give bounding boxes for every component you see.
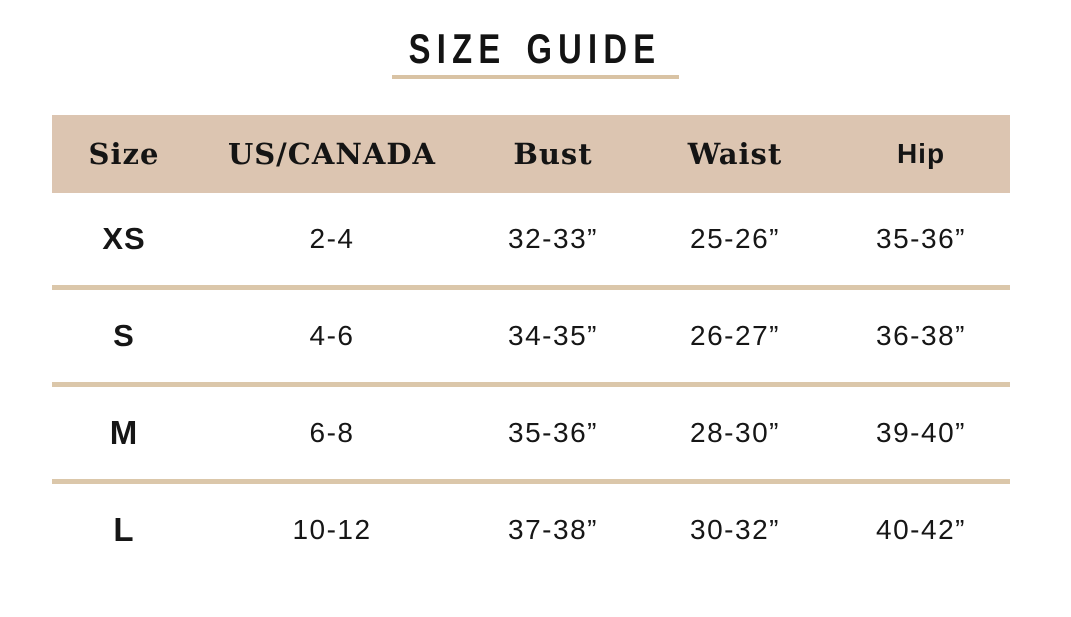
column-header-size: Size — [88, 137, 160, 172]
bust-cell: 35-36” — [508, 417, 598, 449]
waist-cell: 28-30” — [690, 417, 780, 449]
waist-cell: 30-32” — [690, 514, 780, 546]
bust-cell: 37-38” — [508, 514, 598, 546]
column-header-waist: Waist — [687, 137, 783, 172]
bust-cell: 32-33” — [508, 223, 598, 255]
table-row-m — [52, 387, 1010, 479]
size-cell: XS — [102, 221, 146, 257]
waist-cell: 26-27” — [690, 320, 780, 352]
column-header-bust: Bust — [513, 137, 593, 172]
bust-cell: 34-35” — [508, 320, 598, 352]
size-cell: M — [109, 414, 139, 452]
table-row-l — [52, 484, 1010, 576]
hip-cell: 40-42” — [876, 514, 966, 546]
title-block — [0, 0, 1071, 79]
page-title: SIZE GUIDE — [409, 25, 662, 72]
hip-cell: 35-36” — [876, 223, 966, 255]
size-cell: L — [113, 511, 135, 549]
table-row-xs — [52, 193, 1010, 285]
title-underline — [392, 75, 679, 79]
column-header-us-canada: US/CANADA — [227, 137, 437, 172]
hip-cell: 36-38” — [876, 320, 966, 352]
hip-cell: 39-40” — [876, 417, 966, 449]
table-header-row — [52, 115, 1010, 193]
us-canada-cell: 10-12 — [292, 514, 372, 546]
us-canada-cell: 2-4 — [309, 223, 355, 255]
waist-cell: 25-26” — [690, 223, 780, 255]
us-canada-cell: 6-8 — [309, 417, 355, 449]
size-cell: S — [113, 318, 135, 354]
table-row-s — [52, 290, 1010, 382]
us-canada-cell: 4-6 — [309, 320, 355, 352]
size-guide-table — [52, 115, 1010, 576]
column-header-hip: Hip — [896, 138, 946, 170]
